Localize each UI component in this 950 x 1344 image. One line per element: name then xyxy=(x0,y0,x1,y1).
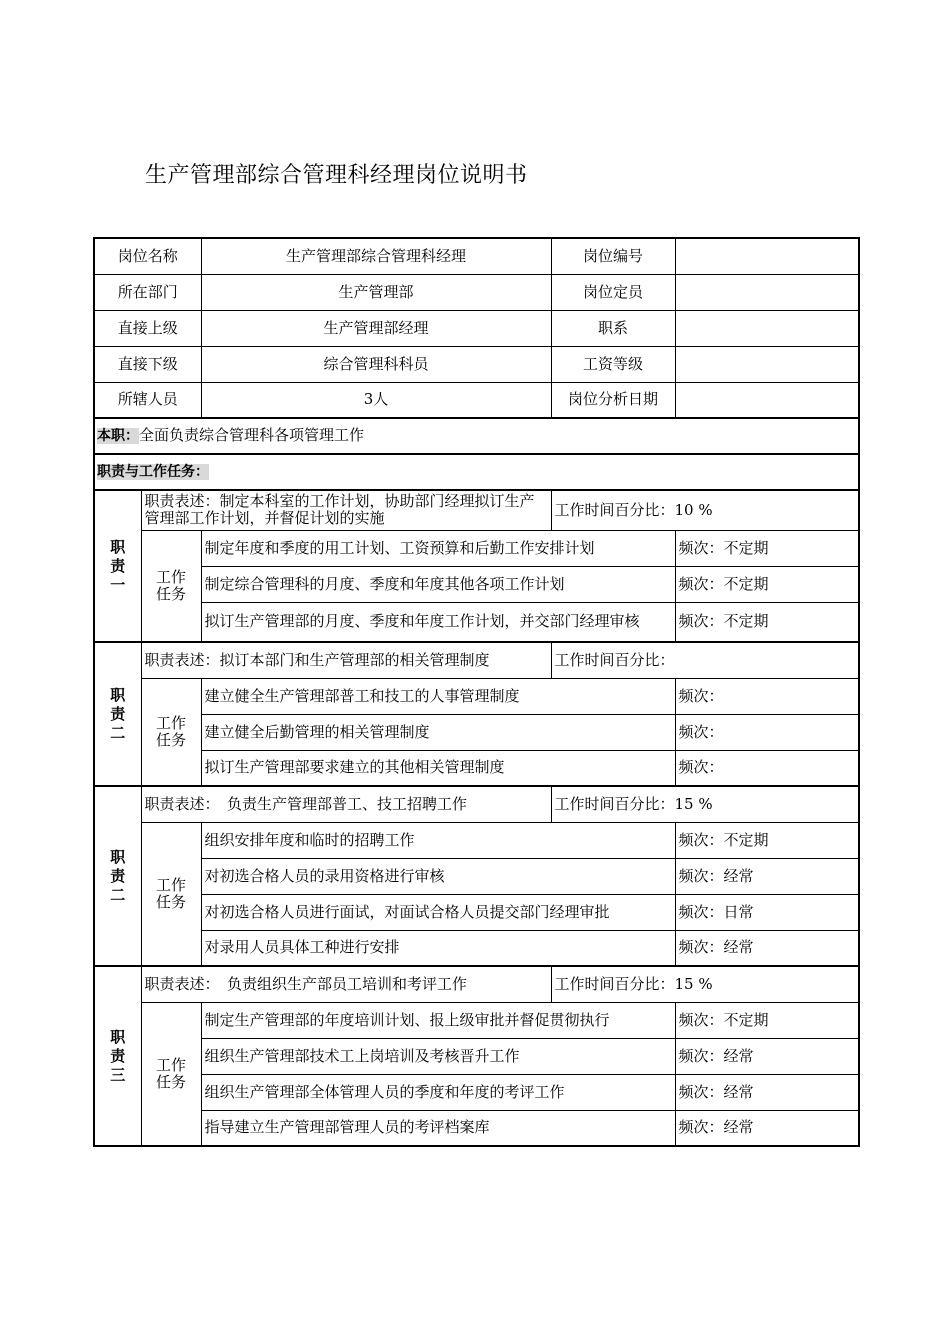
task-row xyxy=(94,1002,859,1038)
info-row xyxy=(94,238,859,274)
page-title: 生产管理部综合管理科经理岗位说明书 xyxy=(145,163,528,188)
task-row xyxy=(94,530,859,566)
task-frequency: 频次：经常 xyxy=(675,1074,859,1110)
section-description: 职责表述：制定本科室的工作计划，协助部门经理拟订生产管理部工作计划，并督促计划的实施 xyxy=(141,490,551,530)
task-frequency: 频次：不定期 xyxy=(675,530,859,566)
task-frequency: 频次：经常 xyxy=(675,858,859,894)
field-label: 直接下级 xyxy=(94,346,201,382)
field-label: 直接上级 xyxy=(94,310,201,346)
tasks-header: 职责与工作任务： xyxy=(97,464,209,480)
field-value: 综合管理科科员 xyxy=(201,346,551,382)
task-text: 制定综合管理科的月度、季度和年度其他各项工作计划 xyxy=(201,566,675,602)
task-frequency: 频次： xyxy=(675,750,859,786)
task-row xyxy=(94,1038,859,1074)
task-row xyxy=(94,714,859,750)
task-text: 拟订生产管理部要求建立的其他相关管理制度 xyxy=(201,750,675,786)
section-name: 职责二 xyxy=(110,847,126,904)
task-row xyxy=(94,678,859,714)
task-row xyxy=(94,1074,859,1110)
section-desc-row xyxy=(94,786,859,822)
section-desc-row xyxy=(94,490,859,530)
info-row xyxy=(94,382,859,418)
field-label: 岗位名称 xyxy=(94,238,201,274)
task-text: 对录用人员具体工种进行安排 xyxy=(201,930,675,966)
field-label: 岗位分析日期 xyxy=(551,382,675,418)
field-label: 岗位定员 xyxy=(551,274,675,310)
field-value xyxy=(675,382,859,418)
section-desc-row xyxy=(94,966,859,1002)
task-label: 工作任务 xyxy=(155,875,186,911)
time-percentage: 工作时间百分比：10 % xyxy=(551,490,859,530)
field-value xyxy=(675,238,859,274)
duty-row xyxy=(94,418,859,454)
task-frequency: 频次：日常 xyxy=(675,894,859,930)
task-label: 工作任务 xyxy=(155,1055,186,1091)
task-label: 工作任务 xyxy=(155,713,186,749)
task-text: 拟订生产管理部的月度、季度和年度工作计划，并交部门经理审核 xyxy=(201,602,675,642)
task-text: 建立健全生产管理部普工和技工的人事管理制度 xyxy=(201,678,675,714)
section-name: 职责二 xyxy=(110,685,126,742)
field-label: 工资等级 xyxy=(551,346,675,382)
field-label: 所在部门 xyxy=(94,274,201,310)
task-text: 对初选合格人员进行面试，对面试合格人员提交部门经理审批 xyxy=(201,894,675,930)
field-value xyxy=(675,310,859,346)
task-text: 组织生产管理部技术工上岗培训及考核晋升工作 xyxy=(201,1038,675,1074)
task-row xyxy=(94,566,859,602)
task-label: 工作任务 xyxy=(155,567,186,603)
field-value xyxy=(675,274,859,310)
task-frequency: 频次：不定期 xyxy=(675,1002,859,1038)
section-description: 职责表述： 负责生产管理部普工、技工招聘工作 xyxy=(141,786,551,822)
field-value: 生产管理部 xyxy=(201,274,551,310)
task-text: 组织安排年度和临时的招聘工作 xyxy=(201,822,675,858)
field-value: 生产管理部经理 xyxy=(201,310,551,346)
time-percentage: 工作时间百分比：15 % xyxy=(551,786,859,822)
task-row xyxy=(94,858,859,894)
info-row xyxy=(94,346,859,382)
task-text: 制定生产管理部的年度培训计划、报上级审批并督促贯彻执行 xyxy=(201,1002,675,1038)
task-text: 指导建立生产管理部管理人员的考评档案库 xyxy=(201,1110,675,1146)
field-label: 职系 xyxy=(551,310,675,346)
task-row xyxy=(94,822,859,858)
section-name: 职责一 xyxy=(110,537,126,594)
section-description: 职责表述：拟订本部门和生产管理部的相关管理制度 xyxy=(141,642,551,678)
task-text: 制定年度和季度的用工计划、工资预算和后勤工作安排计划 xyxy=(201,530,675,566)
task-frequency: 频次： xyxy=(675,714,859,750)
task-frequency: 频次：经常 xyxy=(675,1110,859,1146)
duty-text: 全面负责综合管理科各项管理工作 xyxy=(139,426,365,444)
field-value xyxy=(675,346,859,382)
section-description: 职责表述： 负责组织生产部员工培训和考评工作 xyxy=(141,966,551,1002)
task-text: 对初选合格人员的录用资格进行审核 xyxy=(201,858,675,894)
task-frequency: 频次：不定期 xyxy=(675,566,859,602)
field-value: 3人 xyxy=(201,382,551,418)
task-frequency: 频次：不定期 xyxy=(675,602,859,642)
info-row xyxy=(94,274,859,310)
section-desc-row xyxy=(94,642,859,678)
task-text: 建立健全后勤管理的相关管理制度 xyxy=(201,714,675,750)
time-percentage: 工作时间百分比： xyxy=(551,642,859,678)
task-frequency: 频次：经常 xyxy=(675,1038,859,1074)
task-frequency: 频次：不定期 xyxy=(675,822,859,858)
task-row xyxy=(94,894,859,930)
task-frequency: 频次： xyxy=(675,678,859,714)
field-label: 所辖人员 xyxy=(94,382,201,418)
job-description-table xyxy=(93,237,860,1147)
section-name: 职责三 xyxy=(110,1027,126,1084)
field-label: 岗位编号 xyxy=(551,238,675,274)
task-row xyxy=(94,930,859,966)
tasks-header-row xyxy=(94,454,859,490)
task-text: 组织生产管理部全体管理人员的季度和年度的考评工作 xyxy=(201,1074,675,1110)
task-row xyxy=(94,602,859,642)
time-percentage: 工作时间百分比：15 % xyxy=(551,966,859,1002)
task-row xyxy=(94,1110,859,1146)
field-value: 生产管理部综合管理科经理 xyxy=(201,238,551,274)
task-frequency: 频次：经常 xyxy=(675,930,859,966)
info-row xyxy=(94,310,859,346)
task-row xyxy=(94,750,859,786)
duty-label: 本职： xyxy=(97,428,139,444)
